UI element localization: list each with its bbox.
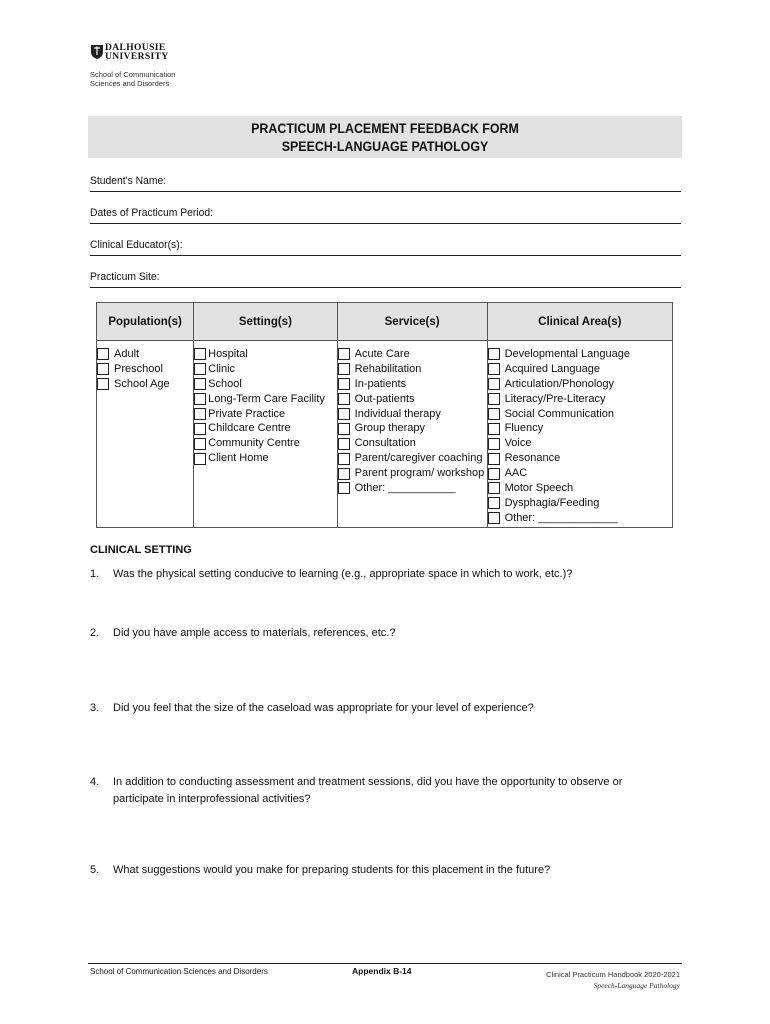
clinical-area-checkbox[interactable] bbox=[488, 468, 500, 480]
service-option bbox=[338, 377, 487, 392]
clinical-area-option bbox=[488, 421, 672, 436]
clinical-area-option bbox=[488, 347, 672, 362]
service-cell bbox=[337, 341, 487, 528]
population-checkbox[interactable] bbox=[97, 378, 109, 390]
service-option-label: Group therapy bbox=[354, 422, 425, 435]
service-option bbox=[338, 407, 487, 422]
setting-option-label: Private Practice bbox=[208, 407, 286, 420]
setting-option bbox=[194, 407, 337, 422]
setting-option bbox=[194, 362, 337, 377]
clinical-area-option bbox=[488, 451, 672, 466]
service-option-label: Individual therapy bbox=[354, 407, 441, 420]
clinical-area-checkbox[interactable] bbox=[488, 497, 500, 509]
service-option bbox=[338, 362, 487, 377]
form-title: PRACTICUM PLACEMENT FEEDBACK FORM bbox=[251, 121, 519, 136]
question-text: In addition to conducting assessment and treatment sessions, did you have the opportunity to observe or participate in interprofessional activities? bbox=[113, 776, 623, 805]
section-heading: CLINICAL SETTING bbox=[90, 544, 192, 556]
clinical-area-checkbox[interactable] bbox=[488, 482, 500, 494]
placement-options-table bbox=[96, 302, 673, 528]
clinical-area-option-label: Resonance bbox=[504, 452, 561, 465]
question-number: 5. bbox=[90, 864, 100, 876]
setting-option bbox=[194, 347, 337, 362]
service-checkbox[interactable] bbox=[338, 378, 350, 390]
setting-cell bbox=[194, 341, 338, 528]
population-cell bbox=[97, 341, 194, 528]
service-option-label: Consultation bbox=[354, 437, 416, 450]
question-number: 1. bbox=[90, 568, 100, 580]
school-name-line2: Sciences and Disorders bbox=[90, 79, 170, 88]
population-checkbox[interactable] bbox=[97, 363, 109, 375]
setting-option-label: Community Centre bbox=[208, 437, 300, 450]
service-checkbox[interactable] bbox=[338, 393, 350, 405]
service-option-label: In-patients bbox=[354, 377, 407, 390]
population-option-label: School Age bbox=[114, 377, 170, 390]
clinical-area-option-label: Dysphagia/Feeding bbox=[504, 496, 600, 509]
clinical-area-option-label: Motor Speech bbox=[504, 482, 574, 495]
clinical-area-option bbox=[488, 466, 672, 481]
clinical-area-option-label: Articulation/Phonology bbox=[504, 377, 615, 390]
footer-handbook-title: Clinical Practicum Handbook 2020-2021 bbox=[546, 970, 680, 979]
service-header: Service(s) bbox=[337, 303, 487, 341]
clinical-area-checkbox[interactable] bbox=[488, 423, 500, 435]
clinical-area-option-label: Acquired Language bbox=[504, 362, 600, 375]
setting-option bbox=[194, 392, 337, 407]
population-checkbox[interactable] bbox=[97, 348, 109, 360]
question-number: 2. bbox=[90, 627, 100, 639]
university-name-line1: DALHOUSIE bbox=[105, 43, 166, 53]
question-number: 4. bbox=[90, 776, 100, 788]
service-checkbox[interactable] bbox=[338, 408, 350, 420]
clinical-area-option-label: AAC bbox=[504, 467, 528, 480]
footer-appendix: Appendix B-14 bbox=[352, 966, 412, 976]
population-option bbox=[97, 347, 193, 362]
service-option-label: Other: ___________ bbox=[354, 482, 456, 495]
setting-option-label: Client Home bbox=[208, 452, 269, 465]
clinical-area-option bbox=[488, 496, 672, 511]
setting-option bbox=[194, 436, 337, 451]
clinical-area-checkbox[interactable] bbox=[488, 348, 500, 360]
clinical-educator-field[interactable] bbox=[90, 237, 681, 256]
clinical-area-cell bbox=[487, 341, 672, 528]
clinical-area-header: Clinical Area(s) bbox=[487, 303, 672, 341]
form-title-band bbox=[88, 116, 682, 158]
setting-checkbox[interactable] bbox=[194, 378, 206, 390]
setting-checkbox[interactable] bbox=[194, 408, 206, 420]
service-option bbox=[338, 421, 487, 436]
setting-option-label: Clinic bbox=[208, 362, 236, 375]
population-option bbox=[97, 377, 193, 392]
service-option-label: Parent program/ workshop bbox=[354, 467, 485, 480]
student-name-label: Student's Name: bbox=[90, 175, 167, 187]
question-number: 3. bbox=[90, 702, 100, 714]
practicum-dates-label: Dates of Practicum Period: bbox=[90, 207, 213, 219]
service-option bbox=[338, 451, 487, 466]
student-name-field[interactable] bbox=[90, 173, 681, 192]
setting-header: Setting(s) bbox=[194, 303, 338, 341]
clinical-area-checkbox[interactable] bbox=[488, 408, 500, 420]
footer-school: School of Communication Sciences and Disorders bbox=[90, 967, 268, 976]
service-checkbox[interactable] bbox=[338, 438, 350, 450]
question-text: What suggestions would you make for preparing students for this placement in the future? bbox=[113, 864, 551, 876]
footer-handbook bbox=[500, 969, 680, 991]
clinical-area-option-label: Other: _____________ bbox=[504, 511, 618, 524]
school-name bbox=[90, 70, 175, 88]
setting-option-label: Hospital bbox=[208, 348, 248, 360]
school-name-line1: School of Communication bbox=[90, 70, 176, 79]
service-option bbox=[338, 436, 487, 451]
practicum-site-field[interactable] bbox=[90, 269, 681, 288]
question-text: Was the physical setting conducive to learning (e.g., appropriate space in which to work, etc.)? bbox=[113, 568, 573, 580]
service-checkbox[interactable] bbox=[338, 423, 350, 435]
form-subtitle: SPEECH-LANGUAGE PATHOLOGY bbox=[281, 139, 489, 154]
question-text: Did you have ample access to materials, references, etc.? bbox=[113, 627, 396, 639]
setting-checkbox[interactable] bbox=[194, 423, 206, 435]
clinical-area-option bbox=[488, 362, 672, 377]
clinical-area-option-label: Developmental Language bbox=[504, 348, 630, 360]
practicum-site-label: Practicum Site: bbox=[90, 271, 160, 283]
practicum-dates-field[interactable] bbox=[90, 205, 681, 224]
clinical-area-option-label: Literacy/Pre-Literacy bbox=[504, 392, 606, 405]
service-checkbox[interactable] bbox=[338, 468, 350, 480]
service-checkbox[interactable] bbox=[338, 482, 350, 494]
service-checkbox[interactable] bbox=[338, 363, 350, 375]
setting-option-label: Childcare Centre bbox=[208, 422, 291, 435]
clinical-area-option bbox=[488, 377, 672, 392]
clinical-educator-label: Clinical Educator(s): bbox=[90, 239, 183, 251]
clinical-area-checkbox[interactable] bbox=[488, 453, 500, 465]
footer-program: Speech-Language Pathology bbox=[593, 981, 680, 990]
clinical-area-option-label: Social Communication bbox=[504, 407, 615, 420]
setting-checkbox[interactable] bbox=[194, 363, 206, 375]
setting-checkbox[interactable] bbox=[194, 348, 206, 360]
setting-option-label: School bbox=[208, 377, 242, 390]
setting-option bbox=[194, 377, 337, 392]
clinical-area-checkbox[interactable] bbox=[488, 393, 500, 405]
clinical-area-option-label: Fluency bbox=[504, 422, 544, 435]
population-option-label: Preschool bbox=[114, 362, 163, 375]
clinical-area-option bbox=[488, 407, 672, 422]
service-option bbox=[338, 392, 487, 407]
clinical-area-checkbox[interactable] bbox=[488, 378, 500, 390]
clinical-area-option-label: Voice bbox=[504, 437, 532, 450]
service-option-label: Rehabilitation bbox=[354, 362, 422, 375]
service-option-label: Out-patients bbox=[354, 392, 415, 405]
setting-checkbox[interactable] bbox=[194, 453, 206, 465]
service-checkbox[interactable] bbox=[338, 348, 350, 360]
clinical-area-option bbox=[488, 511, 672, 526]
clinical-area-checkbox[interactable] bbox=[488, 363, 500, 375]
clinical-area-checkbox[interactable] bbox=[488, 512, 500, 524]
service-checkbox[interactable] bbox=[338, 453, 350, 465]
footer-divider bbox=[88, 963, 682, 964]
population-header: Population(s) bbox=[97, 303, 194, 341]
service-option-label: Acute Care bbox=[354, 348, 410, 360]
setting-checkbox[interactable] bbox=[194, 393, 206, 405]
setting-option bbox=[194, 451, 337, 466]
question-text: Did you feel that the size of the caseload was appropriate for your level of experience? bbox=[113, 702, 534, 714]
population-option bbox=[97, 362, 193, 377]
university-name-line2: UNIVERSITY bbox=[105, 52, 169, 62]
setting-option bbox=[194, 421, 337, 436]
service-option bbox=[338, 481, 487, 496]
service-option bbox=[338, 466, 487, 481]
population-option-label: Adult bbox=[114, 348, 140, 360]
clinical-area-option bbox=[488, 392, 672, 407]
setting-checkbox[interactable] bbox=[194, 438, 206, 450]
clinical-area-option bbox=[488, 436, 672, 451]
crest-icon bbox=[90, 44, 104, 60]
clinical-area-checkbox[interactable] bbox=[488, 438, 500, 450]
service-option-label: Parent/caregiver coaching bbox=[354, 452, 483, 465]
setting-option-label: Long-Term Care Facility bbox=[208, 392, 325, 405]
university-name bbox=[105, 44, 169, 62]
service-option bbox=[338, 347, 487, 362]
clinical-area-option bbox=[488, 481, 672, 496]
